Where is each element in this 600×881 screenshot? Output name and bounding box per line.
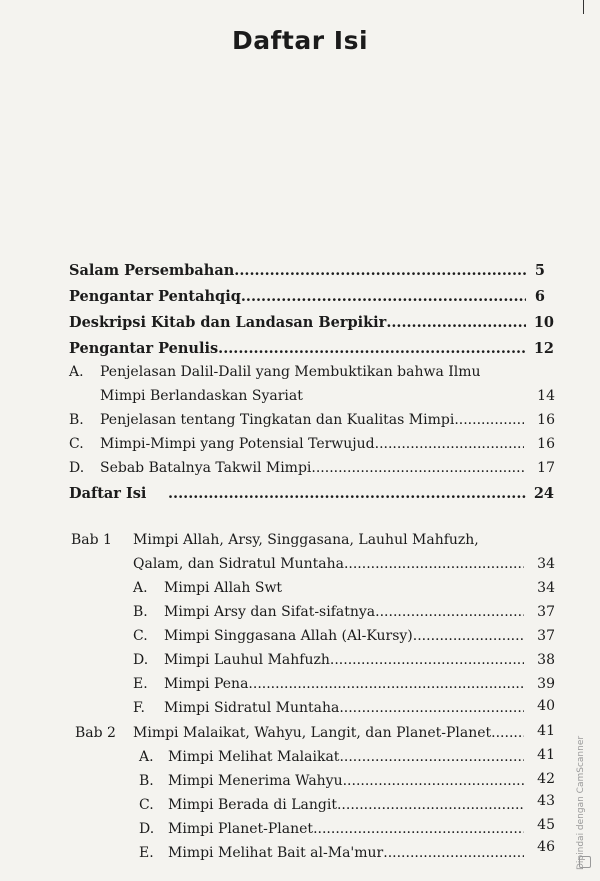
toc-entry-bab2-d[interactable] xyxy=(168,821,524,837)
toc-label: Mimpi Allah Swt xyxy=(164,580,283,596)
section-letter: F. xyxy=(133,700,145,716)
section-letter: B. xyxy=(133,604,148,620)
section-letter: C. xyxy=(69,436,84,452)
toc-page: 43 xyxy=(537,793,555,809)
section-letter: A. xyxy=(133,580,148,596)
toc-label-daftar-isi[interactable]: Daftar Isi xyxy=(69,485,147,502)
toc-page: 37 xyxy=(537,604,555,620)
scanner-watermark: Dipindai dengan CamScanner xyxy=(576,735,586,870)
toc-label: Mimpi Menerima Wahyu xyxy=(168,773,343,789)
chapter-title: Qalam, dan Sidratul Muntaha xyxy=(133,556,344,572)
section-letter: E. xyxy=(139,845,154,861)
toc-label: Mimpi Arsy dan Sifat-sifatnya xyxy=(164,604,376,620)
dot-leader xyxy=(386,314,526,331)
toc-entry-bab1-b[interactable] xyxy=(164,604,524,620)
section-letter: D. xyxy=(69,460,85,476)
toc-page: 45 xyxy=(537,817,555,833)
toc-page: 37 xyxy=(537,628,555,644)
toc-label: Mimpi Berlandaskan Syariat xyxy=(100,388,303,404)
toc-label: Mimpi Berada di Langit xyxy=(168,797,337,813)
page-edge xyxy=(583,0,584,14)
dot-leader xyxy=(311,460,524,476)
toc-label: Salam Persembahan xyxy=(69,262,235,279)
toc-page: 41 xyxy=(537,747,555,763)
toc-entry-penulis[interactable] xyxy=(69,340,526,357)
section-letter: B. xyxy=(139,773,154,789)
toc-label: Mimpi Sidratul Muntaha xyxy=(164,700,340,716)
dot-leader xyxy=(168,485,526,502)
toc-page: 14 xyxy=(537,388,555,404)
dot-leader xyxy=(330,652,524,668)
toc-entry-pentahqiq[interactable] xyxy=(69,288,526,305)
page-title: Daftar Isi xyxy=(231,26,369,55)
toc-label: Sebab Batalnya Takwil Mimpi xyxy=(100,460,312,476)
toc-entry-bab2-a[interactable] xyxy=(168,749,524,765)
camscanner-logo-icon xyxy=(579,856,591,868)
dot-leader xyxy=(234,262,526,279)
toc-page: 42 xyxy=(537,771,555,787)
toc-label: Pengantar Pentahqiq xyxy=(69,288,241,305)
toc-page: 5 xyxy=(534,262,545,279)
chapter-title: Mimpi Malaikat, Wahyu, Langit, dan Planet-Planet xyxy=(133,725,492,741)
dot-leader xyxy=(413,628,524,644)
dot-leader xyxy=(337,797,524,813)
dot-leader xyxy=(313,821,524,837)
chapter-label: Bab 2 xyxy=(75,725,116,741)
toc-entry-bab1-a[interactable] xyxy=(164,580,524,596)
toc-label: Mimpi Pena xyxy=(164,676,249,692)
section-letter: E. xyxy=(133,676,148,692)
toc-label: Mimpi Singgasana Allah (Al-Kursy) xyxy=(164,628,413,644)
toc-entry-bab1-c[interactable] xyxy=(164,628,524,644)
toc-page: 12 xyxy=(533,340,554,357)
toc-page: 40 xyxy=(537,698,555,714)
toc-label: Pengantar Penulis xyxy=(69,340,219,357)
section-letter: C. xyxy=(139,797,154,813)
dot-leader xyxy=(454,412,524,428)
dot-leader xyxy=(218,340,526,357)
toc-label: Mimpi Melihat Malaikat xyxy=(168,749,340,765)
toc-page: 24 xyxy=(533,485,554,502)
section-letter: D. xyxy=(139,821,155,837)
section-letter: A. xyxy=(139,749,154,765)
toc-entry-deskripsi[interactable] xyxy=(69,314,526,331)
chapter-title: Mimpi Allah, Arsy, Singgasana, Lauhul Mahfuzh, xyxy=(133,532,479,548)
toc-page: 39 xyxy=(537,676,555,692)
toc-page: 17 xyxy=(537,460,555,476)
toc-page: 16 xyxy=(537,412,555,428)
toc-label: Mimpi Melihat Bait al-Ma'mur xyxy=(168,845,384,861)
toc-entry-bab1-e[interactable] xyxy=(164,676,524,692)
dot-leader xyxy=(383,845,524,861)
toc-entry-bab2-e[interactable] xyxy=(168,845,524,861)
toc-page: 41 xyxy=(537,723,555,739)
toc-entry-bab-2[interactable] xyxy=(133,725,524,741)
toc-entry-bab1-f[interactable] xyxy=(164,700,524,716)
toc-page: 10 xyxy=(533,314,554,331)
toc-entry-penulis-a[interactable] xyxy=(100,388,524,404)
toc-entry-bab1-d[interactable] xyxy=(164,652,524,668)
toc-label: Penjelasan tentang Tingkatan dan Kualitas Mimpi xyxy=(100,412,455,428)
dot-leader xyxy=(248,676,524,692)
section-letter: D. xyxy=(133,652,149,668)
section-letter: B. xyxy=(69,412,84,428)
dot-leader xyxy=(343,773,524,789)
toc-entry-penulis-c[interactable] xyxy=(100,436,524,452)
toc-entry-penulis-b[interactable] xyxy=(100,412,524,428)
dot-leader xyxy=(339,700,524,716)
dot-leader xyxy=(344,556,524,572)
toc-entry-bab2-c[interactable] xyxy=(168,797,524,813)
section-letter: A. xyxy=(69,364,84,380)
toc-page: 16 xyxy=(537,436,555,452)
toc-entry-salam[interactable] xyxy=(69,262,526,279)
toc-label: Deskripsi Kitab dan Landasan Berpikir xyxy=(69,314,387,331)
toc-page: 6 xyxy=(534,288,545,305)
toc-label: Penjelasan Dalil-Dalil yang Membuktikan bahwa Ilmu xyxy=(100,364,481,380)
toc-page: 46 xyxy=(537,839,555,855)
toc-page: 34 xyxy=(537,556,555,572)
dot-leader xyxy=(375,604,524,620)
toc-label: Mimpi Planet-Planet xyxy=(168,821,314,837)
toc-label: Mimpi Lauhul Mahfuzh xyxy=(164,652,330,668)
section-letter: C. xyxy=(133,628,148,644)
dot-leader xyxy=(375,436,524,452)
toc-label: Mimpi-Mimpi yang Potensial Terwujud xyxy=(100,436,375,452)
toc-entry-bab2-b[interactable] xyxy=(168,773,524,789)
toc-entry-penulis-d[interactable] xyxy=(100,460,524,476)
toc-page: 34 xyxy=(537,580,555,596)
toc-page: 38 xyxy=(537,652,555,668)
chapter-label: Bab 1 xyxy=(71,532,112,548)
toc-entry-daftar-isi[interactable] xyxy=(168,485,526,502)
dot-leader xyxy=(339,749,524,765)
dot-leader xyxy=(241,288,526,305)
toc-entry-bab-1[interactable] xyxy=(133,556,524,572)
